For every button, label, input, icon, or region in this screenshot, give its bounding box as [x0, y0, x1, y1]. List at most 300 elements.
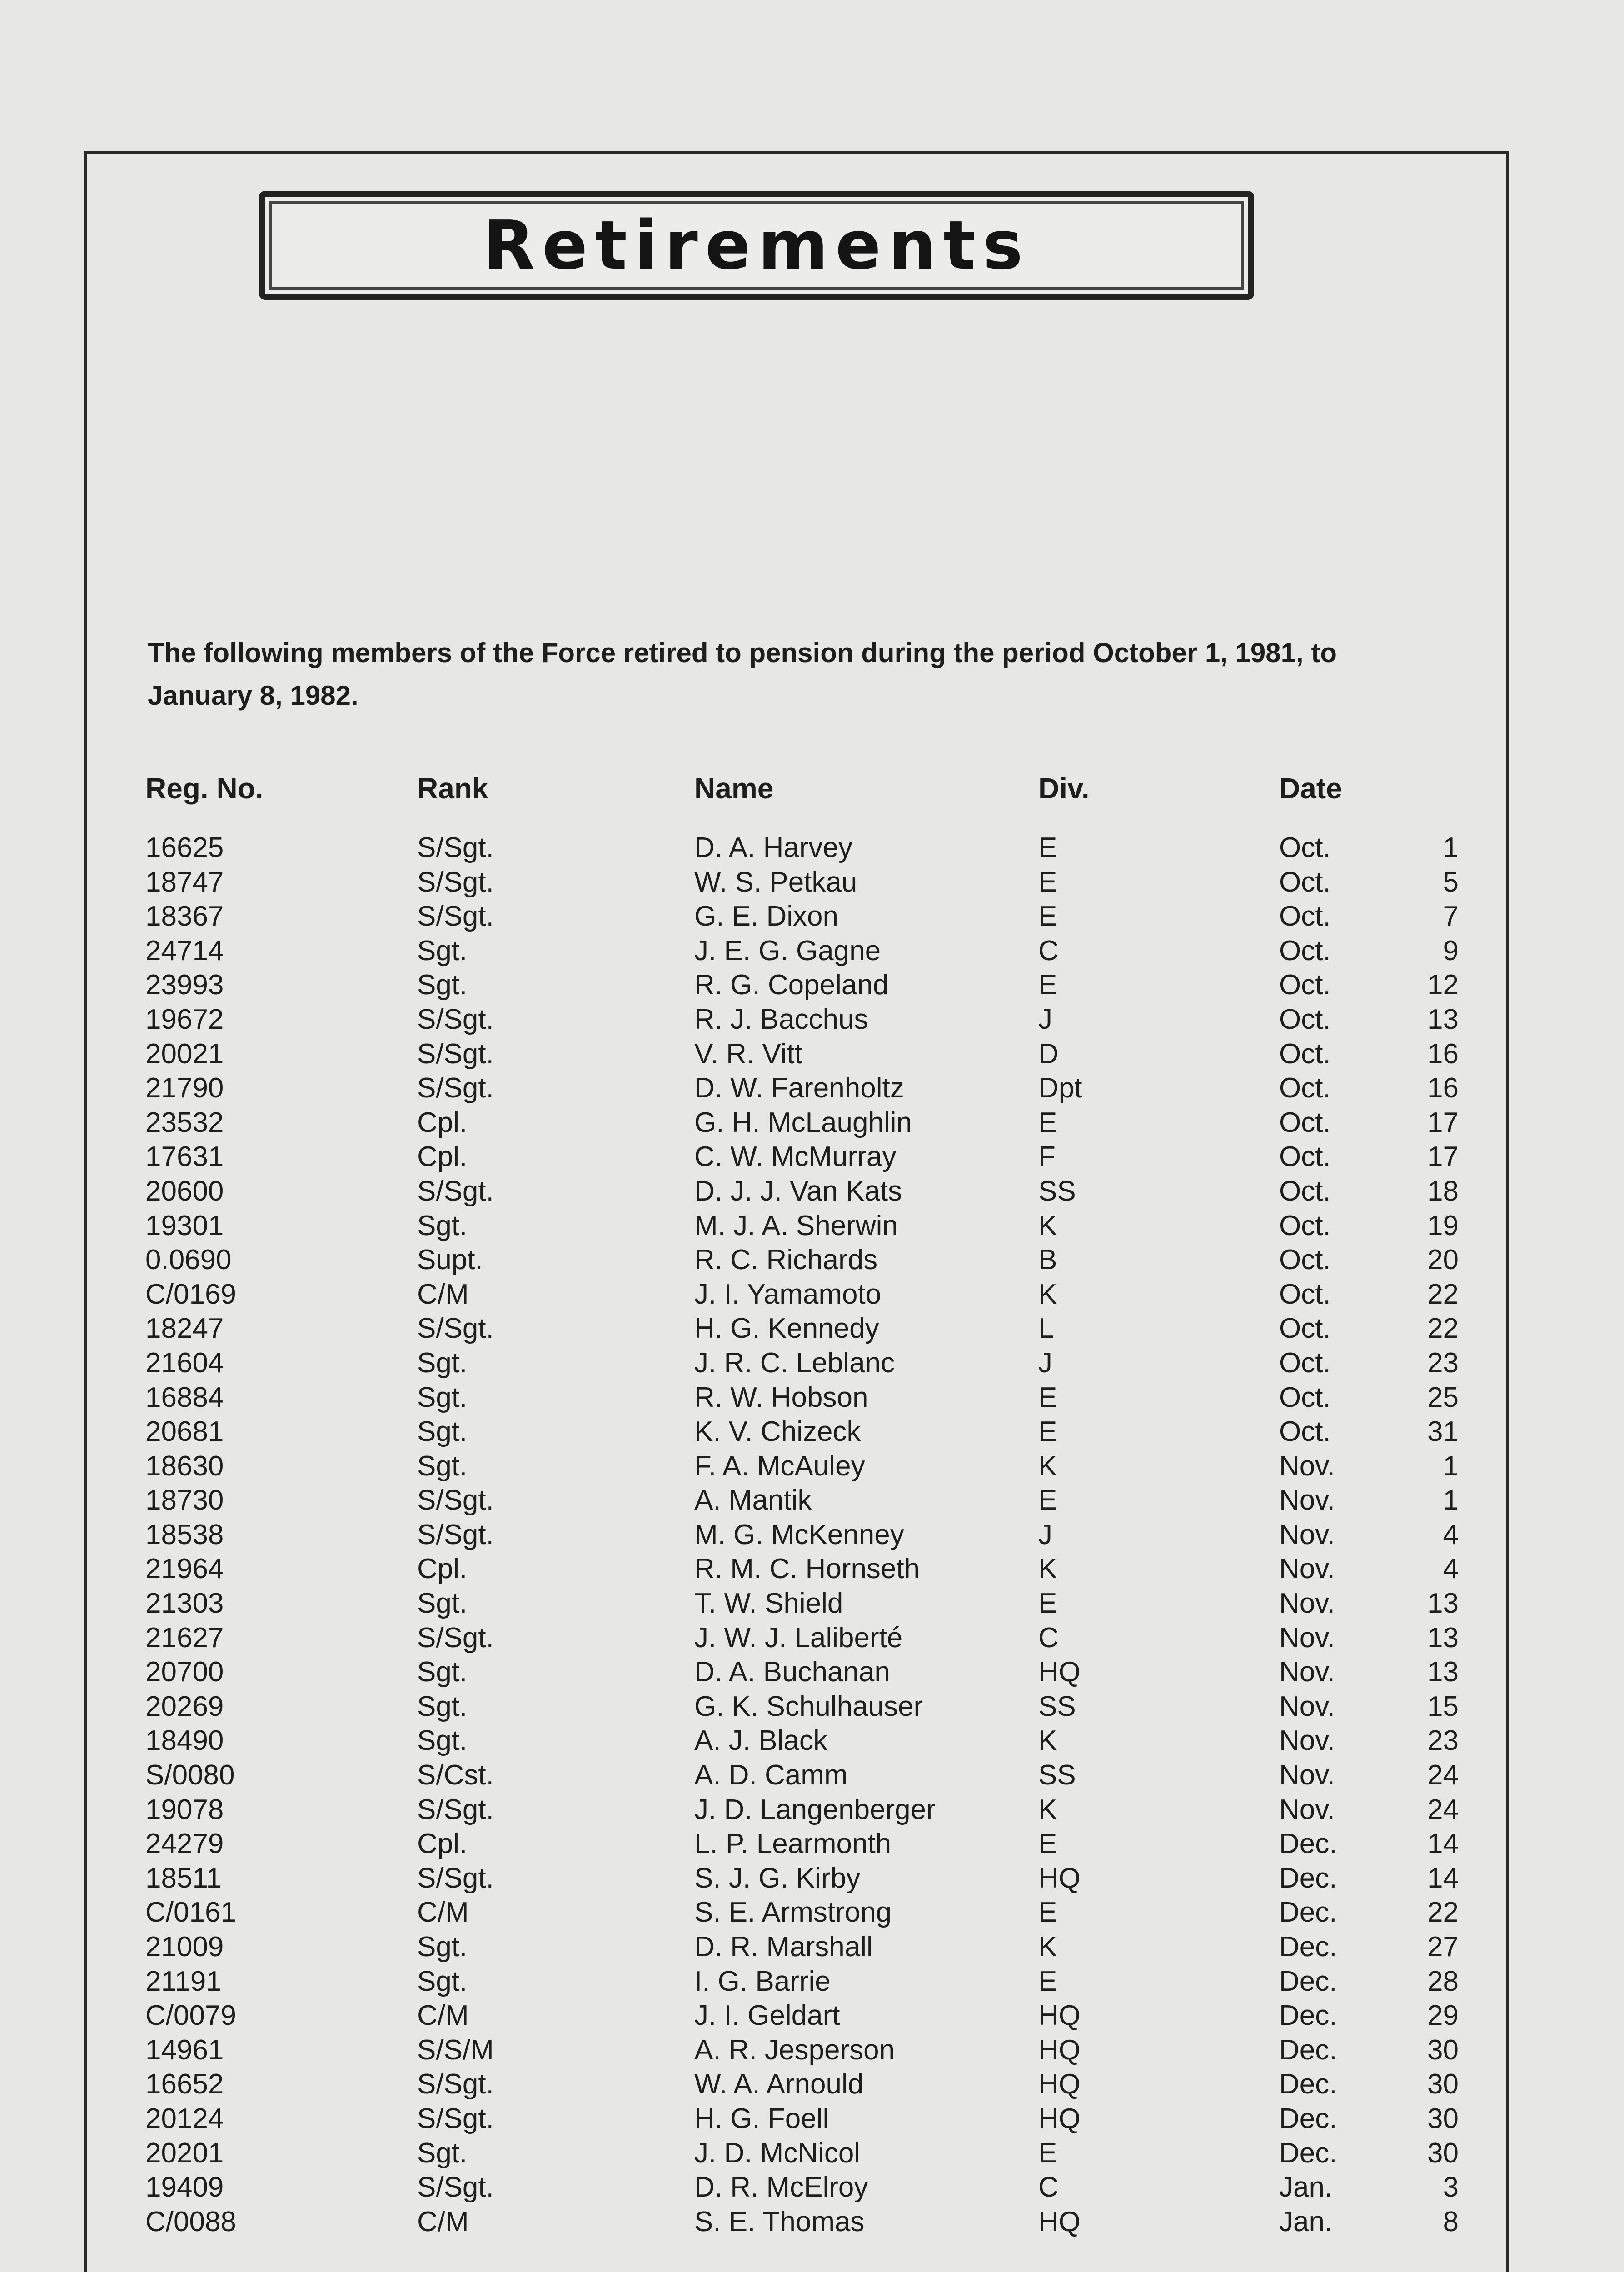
cell-rank: C/M	[417, 1897, 469, 1928]
table-row	[145, 1449, 1490, 1484]
cell-month: Nov.	[1279, 1588, 1335, 1619]
cell-reg-no: 21790	[145, 1072, 224, 1104]
table-row	[145, 2170, 1490, 2205]
cell-reg-no: 20600	[145, 1175, 224, 1207]
table-row	[145, 831, 1490, 865]
table-row	[145, 899, 1490, 934]
cell-div: D	[1038, 1038, 1059, 1070]
table-row	[145, 1895, 1490, 1930]
cell-reg-no: 18538	[145, 1519, 224, 1550]
cell-day: 22	[1427, 1897, 1459, 1928]
table-row	[145, 1861, 1490, 1896]
cell-month: Oct.	[1279, 1038, 1331, 1070]
table-row	[145, 1346, 1490, 1380]
cell-day: 25	[1427, 1381, 1459, 1413]
cell-rank: Sgt.	[417, 1416, 468, 1448]
cell-name: R. J. Bacchus	[694, 1003, 868, 1035]
cell-div: HQ	[1038, 1862, 1081, 1894]
cell-rank: Sgt.	[417, 935, 468, 967]
cell-rank: S/Sgt.	[417, 1003, 494, 1035]
table-row	[145, 1930, 1490, 1964]
cell-month: Dec.	[1279, 1862, 1337, 1894]
header-name: Name	[694, 772, 774, 805]
cell-day: 30	[1427, 2137, 1459, 2169]
cell-rank: Cpl.	[417, 1828, 468, 1860]
cell-name: V. R. Vitt	[694, 1038, 802, 1070]
cell-day: 30	[1427, 2034, 1459, 2066]
cell-div: C	[1038, 1622, 1059, 1654]
table-row	[145, 1552, 1490, 1586]
cell-div: K	[1038, 1725, 1057, 1757]
table-row	[145, 1483, 1490, 1518]
cell-div: SS	[1038, 1759, 1076, 1791]
cell-name: W. S. Petkau	[694, 866, 857, 898]
cell-month: Oct.	[1279, 1278, 1331, 1310]
cell-name: D. A. Buchanan	[694, 1656, 890, 1688]
table-row	[145, 1243, 1490, 1277]
cell-rank: Cpl.	[417, 1106, 468, 1138]
cell-name: S. J. G. Kirby	[694, 1862, 861, 1894]
cell-month: Oct.	[1279, 1210, 1331, 1241]
cell-name: T. W. Shield	[694, 1588, 843, 1619]
cell-reg-no: 20700	[145, 1656, 224, 1688]
cell-day: 16	[1427, 1072, 1459, 1104]
cell-reg-no: 20681	[145, 1416, 224, 1448]
cell-day: 4	[1443, 1519, 1459, 1550]
cell-month: Nov.	[1279, 1725, 1335, 1757]
cell-rank: S/Sgt.	[417, 1313, 494, 1345]
cell-month: Dec.	[1279, 1965, 1337, 1997]
cell-name: D. R. McElroy	[694, 2172, 868, 2203]
cell-day: 31	[1427, 1416, 1459, 1448]
cell-rank: Sgt.	[417, 1931, 468, 1963]
cell-name: S. E. Armstrong	[694, 1897, 892, 1928]
cell-month: Nov.	[1279, 1519, 1335, 1550]
cell-div: K	[1038, 1450, 1057, 1482]
cell-rank: Sgt.	[417, 1450, 468, 1482]
table-row	[145, 1793, 1490, 1827]
cell-rank: S/Sgt.	[417, 901, 494, 932]
cell-div: E	[1038, 969, 1057, 1001]
table-row	[145, 1655, 1490, 1689]
table-row	[145, 865, 1490, 900]
cell-name: R. G. Copeland	[694, 969, 889, 1001]
cell-reg-no: 19078	[145, 1794, 224, 1825]
cell-day: 9	[1443, 935, 1459, 967]
cell-name: J. I. Geldart	[694, 2000, 840, 2032]
cell-name: A. D. Camm	[694, 1759, 848, 1791]
cell-month: Dec.	[1279, 2000, 1337, 2032]
cell-reg-no: 17631	[145, 1141, 224, 1173]
cell-reg-no: 0.0690	[145, 1244, 232, 1276]
cell-day: 13	[1427, 1003, 1459, 1035]
cell-name: J. D. McNicol	[694, 2137, 861, 2169]
cell-div: E	[1038, 1965, 1057, 1997]
cell-month: Oct.	[1279, 1175, 1331, 1207]
cell-reg-no: 23532	[145, 1106, 224, 1138]
header-rank: Rank	[417, 772, 488, 805]
cell-rank: S/Sgt.	[417, 1038, 494, 1070]
cell-div: E	[1038, 1485, 1057, 1516]
cell-reg-no: 18511	[145, 1862, 222, 1894]
cell-rank: S/Sgt.	[417, 2172, 494, 2203]
cell-div: K	[1038, 1553, 1057, 1585]
cell-div: E	[1038, 1106, 1057, 1138]
intro-line: January 8, 1982.	[148, 680, 359, 711]
cell-day: 13	[1427, 1656, 1459, 1688]
cell-div: Dpt	[1038, 1072, 1082, 1104]
cell-day: 22	[1427, 1313, 1459, 1345]
cell-div: K	[1038, 1278, 1057, 1310]
cell-rank: Cpl.	[417, 1141, 468, 1173]
cell-rank: S/Sgt.	[417, 1794, 494, 1825]
cell-month: Oct.	[1279, 1106, 1331, 1138]
table-row	[145, 1380, 1490, 1415]
cell-month: Dec.	[1279, 1897, 1337, 1928]
cell-name: A. J. Black	[694, 1725, 827, 1757]
title-box	[259, 191, 1254, 300]
cell-rank: C/M	[417, 1278, 469, 1310]
table-row	[145, 2205, 1490, 2239]
cell-div: F	[1038, 1141, 1056, 1173]
table-row	[145, 1002, 1490, 1037]
table-row	[145, 1724, 1490, 1758]
cell-name: C. W. McMurray	[694, 1141, 897, 1173]
cell-reg-no: 21604	[145, 1347, 224, 1379]
cell-name: R. W. Hobson	[694, 1381, 868, 1413]
cell-name: J. W. J. Laliberté	[694, 1622, 903, 1654]
cell-div: C	[1038, 2172, 1059, 2203]
cell-div: E	[1038, 1416, 1057, 1448]
cell-day: 12	[1427, 969, 1459, 1001]
cell-month: Dec.	[1279, 2103, 1337, 2134]
cell-day: 18	[1427, 1175, 1459, 1207]
cell-rank: S/Sgt.	[417, 1485, 494, 1516]
cell-month: Nov.	[1279, 1450, 1335, 1482]
cell-name: I. G. Barrie	[694, 1965, 831, 1997]
cell-reg-no: 21964	[145, 1553, 224, 1585]
table-row	[145, 1518, 1490, 1552]
cell-month: Oct.	[1279, 1416, 1331, 1448]
cell-reg-no: 14961	[145, 2034, 224, 2066]
cell-name: L. P. Learmonth	[694, 1828, 892, 1860]
cell-day: 13	[1427, 1588, 1459, 1619]
cell-div: HQ	[1038, 2000, 1081, 2032]
cell-month: Oct.	[1279, 969, 1331, 1001]
cell-div: SS	[1038, 1175, 1076, 1207]
cell-div: E	[1038, 866, 1057, 898]
table-row	[145, 1621, 1490, 1655]
cell-rank: S/Sgt.	[417, 1072, 494, 1104]
cell-month: Nov.	[1279, 1794, 1335, 1825]
cell-name: M. J. A. Sherwin	[694, 1210, 898, 1241]
table-row	[145, 934, 1490, 968]
cell-month: Jan.	[1279, 2206, 1333, 2237]
cell-rank: S/Sgt.	[417, 1862, 494, 1894]
cell-div: K	[1038, 1210, 1057, 1241]
cell-name: D. J. J. Van Kats	[694, 1175, 902, 1207]
cell-day: 22	[1427, 1278, 1459, 1310]
cell-reg-no: C/0161	[145, 1897, 236, 1928]
cell-reg-no: C/0088	[145, 2206, 236, 2237]
cell-div: C	[1038, 935, 1059, 967]
cell-name: J. R. C. Leblanc	[694, 1347, 895, 1379]
cell-day: 1	[1443, 832, 1459, 863]
cell-rank: S/S/M	[417, 2034, 494, 2066]
cell-div: HQ	[1038, 2206, 1081, 2237]
cell-rank: S/Sgt.	[417, 2068, 494, 2100]
cell-day: 17	[1427, 1106, 1459, 1138]
cell-day: 15	[1427, 1690, 1459, 1722]
cell-day: 29	[1427, 2000, 1459, 2032]
cell-div: HQ	[1038, 2034, 1081, 2066]
cell-div: HQ	[1038, 1656, 1081, 1688]
table-header	[145, 768, 1490, 831]
cell-div: K	[1038, 1794, 1057, 1825]
cell-month: Oct.	[1279, 1313, 1331, 1345]
table-row	[145, 1758, 1490, 1793]
cell-div: J	[1038, 1003, 1052, 1035]
cell-month: Oct.	[1279, 866, 1331, 898]
cell-day: 24	[1427, 1759, 1459, 1791]
cell-name: W. A. Arnould	[694, 2068, 864, 2100]
cell-reg-no: 24714	[145, 935, 224, 967]
cell-name: J. D. Langenberger	[694, 1794, 936, 1825]
cell-div: E	[1038, 901, 1057, 932]
cell-day: 16	[1427, 1038, 1459, 1070]
table-row	[145, 1689, 1490, 1724]
cell-reg-no: 18747	[145, 866, 224, 898]
cell-day: 5	[1443, 866, 1459, 898]
cell-reg-no: S/0080	[145, 1759, 235, 1791]
cell-day: 30	[1427, 2068, 1459, 2100]
cell-reg-no: 16884	[145, 1381, 224, 1413]
header-div: Div.	[1038, 772, 1090, 805]
cell-reg-no: 21627	[145, 1622, 224, 1654]
cell-div: K	[1038, 1931, 1057, 1963]
cell-rank: Sgt.	[417, 1588, 468, 1619]
cell-month: Dec.	[1279, 1931, 1337, 1963]
table-row	[145, 1174, 1490, 1209]
cell-div: E	[1038, 2137, 1057, 2169]
table-row	[145, 1277, 1490, 1312]
cell-day: 14	[1427, 1828, 1459, 1860]
cell-month: Nov.	[1279, 1485, 1335, 1516]
cell-div: J	[1038, 1347, 1052, 1379]
table-row	[145, 1827, 1490, 1861]
cell-name: G. K. Schulhauser	[694, 1690, 923, 1722]
cell-day: 27	[1427, 1931, 1459, 1963]
header-date: Date	[1279, 772, 1342, 805]
cell-month: Nov.	[1279, 1759, 1335, 1791]
cell-reg-no: 20124	[145, 2103, 224, 2134]
cell-name: H. G. Foell	[694, 2103, 829, 2134]
cell-reg-no: C/0169	[145, 1278, 236, 1310]
cell-rank: S/Sgt.	[417, 866, 494, 898]
cell-rank: C/M	[417, 2000, 469, 2032]
cell-div: E	[1038, 1381, 1057, 1413]
cell-reg-no: 18247	[145, 1313, 224, 1345]
cell-rank: Sgt.	[417, 1965, 468, 1997]
table-row	[145, 1106, 1490, 1140]
table-row	[145, 1037, 1490, 1071]
cell-day: 20	[1427, 1244, 1459, 1276]
cell-rank: Sgt.	[417, 969, 468, 1001]
cell-reg-no: 21009	[145, 1931, 224, 1963]
cell-day: 3	[1443, 2172, 1459, 2203]
cell-name: R. C. Richards	[694, 1244, 878, 1276]
cell-reg-no: 18367	[145, 901, 224, 932]
cell-rank: S/Cst.	[417, 1759, 494, 1791]
cell-day: 13	[1427, 1622, 1459, 1654]
cell-rank: C/M	[417, 2206, 469, 2237]
cell-rank: S/Sgt.	[417, 832, 494, 863]
cell-month: Oct.	[1279, 1347, 1331, 1379]
cell-month: Dec.	[1279, 1828, 1337, 1860]
table-body	[145, 831, 1490, 2239]
cell-reg-no: 18490	[145, 1725, 224, 1757]
cell-name: S. E. Thomas	[694, 2206, 865, 2237]
cell-day: 8	[1443, 2206, 1459, 2237]
cell-month: Nov.	[1279, 1553, 1335, 1585]
cell-name: H. G. Kennedy	[694, 1313, 879, 1345]
cell-name: D. R. Marshall	[694, 1931, 873, 1963]
cell-rank: Supt.	[417, 1244, 483, 1276]
cell-div: E	[1038, 1588, 1057, 1619]
table-row	[145, 2067, 1490, 2102]
cell-reg-no: 23993	[145, 969, 224, 1001]
table-row	[145, 968, 1490, 1002]
cell-rank: Sgt.	[417, 1381, 468, 1413]
table-row	[145, 1209, 1490, 1243]
cell-day: 7	[1443, 901, 1459, 932]
cell-rank: Sgt.	[417, 1656, 468, 1688]
cell-reg-no: 18630	[145, 1450, 224, 1482]
cell-day: 23	[1427, 1725, 1459, 1757]
cell-day: 1	[1443, 1485, 1459, 1516]
cell-div: J	[1038, 1519, 1052, 1550]
cell-name: D. A. Harvey	[694, 832, 852, 863]
cell-name: D. W. Farenholtz	[694, 1072, 904, 1104]
cell-reg-no: 16652	[145, 2068, 224, 2100]
cell-reg-no: 21191	[145, 1965, 222, 1997]
cell-month: Oct.	[1279, 1141, 1331, 1173]
cell-day: 19	[1427, 1210, 1459, 1241]
cell-month: Dec.	[1279, 2034, 1337, 2066]
cell-reg-no: 24279	[145, 1828, 224, 1860]
cell-name: J. E. G. Gagne	[694, 935, 881, 967]
cell-name: K. V. Chizeck	[694, 1416, 861, 1448]
cell-month: Oct.	[1279, 1072, 1331, 1104]
cell-rank: S/Sgt.	[417, 1175, 494, 1207]
cell-name: G. H. McLaughlin	[694, 1106, 912, 1138]
cell-name: F. A. McAuley	[694, 1450, 865, 1482]
cell-rank: Sgt.	[417, 2137, 468, 2169]
cell-reg-no: 20269	[145, 1690, 224, 1722]
cell-month: Jan.	[1279, 2172, 1333, 2203]
cell-day: 4	[1443, 1553, 1459, 1585]
cell-month: Oct.	[1279, 1244, 1331, 1276]
cell-month: Oct.	[1279, 1003, 1331, 1035]
intro-paragraph	[148, 632, 1493, 717]
cell-reg-no: 18730	[145, 1485, 224, 1516]
cell-month: Oct.	[1279, 1381, 1331, 1413]
cell-rank: Sgt.	[417, 1725, 468, 1757]
cell-div: SS	[1038, 1690, 1076, 1722]
cell-month: Nov.	[1279, 1690, 1335, 1722]
intro-line: The following members of the Force retired to pension during the period October 1, 1981, to	[148, 638, 1337, 668]
cell-name: A. Mantik	[694, 1485, 812, 1516]
cell-div: HQ	[1038, 2068, 1081, 2100]
cell-day: 28	[1427, 1965, 1459, 1997]
table-row	[145, 1586, 1490, 1621]
header-reg-no: Reg. No.	[145, 772, 264, 805]
cell-div: L	[1038, 1313, 1054, 1345]
cell-name: G. E. Dixon	[694, 901, 838, 932]
table-row	[145, 1311, 1490, 1346]
cell-month: Dec.	[1279, 2068, 1337, 2100]
cell-month: Dec.	[1279, 2137, 1337, 2169]
cell-rank: S/Sgt.	[417, 1622, 494, 1654]
table-row	[145, 1964, 1490, 1999]
cell-rank: S/Sgt.	[417, 2103, 494, 2134]
table-row	[145, 1140, 1490, 1174]
cell-reg-no: C/0079	[145, 2000, 236, 2032]
cell-reg-no: 20201	[145, 2137, 224, 2169]
cell-day: 14	[1427, 1862, 1459, 1894]
cell-rank: Cpl.	[417, 1553, 468, 1585]
cell-div: E	[1038, 1897, 1057, 1928]
table-row	[145, 2136, 1490, 2171]
cell-month: Oct.	[1279, 935, 1331, 967]
page-title: Retirements	[483, 206, 1030, 284]
cell-name: J. I. Yamamoto	[694, 1278, 882, 1310]
cell-div: E	[1038, 832, 1057, 863]
cell-reg-no: 19672	[145, 1003, 224, 1035]
cell-rank: Sgt.	[417, 1690, 468, 1722]
cell-div: HQ	[1038, 2103, 1081, 2134]
cell-div: B	[1038, 1244, 1057, 1276]
retirements-table	[145, 768, 1490, 2239]
cell-month: Oct.	[1279, 901, 1331, 932]
cell-day: 1	[1443, 1450, 1459, 1482]
table-row	[145, 2102, 1490, 2136]
cell-day: 24	[1427, 1794, 1459, 1825]
cell-reg-no: 16625	[145, 832, 224, 863]
cell-reg-no: 20021	[145, 1038, 224, 1070]
table-row	[145, 1071, 1490, 1106]
table-row	[145, 1998, 1490, 2033]
cell-month: Nov.	[1279, 1656, 1335, 1688]
cell-reg-no: 19409	[145, 2172, 224, 2203]
cell-day: 30	[1427, 2103, 1459, 2134]
cell-rank: S/Sgt.	[417, 1519, 494, 1550]
cell-name: R. M. C. Hornseth	[694, 1553, 920, 1585]
cell-month: Nov.	[1279, 1622, 1335, 1654]
cell-day: 23	[1427, 1347, 1459, 1379]
table-row	[145, 1415, 1490, 1449]
cell-reg-no: 21303	[145, 1588, 224, 1619]
cell-month: Oct.	[1279, 832, 1331, 863]
cell-day: 17	[1427, 1141, 1459, 1173]
cell-rank: Sgt.	[417, 1210, 468, 1241]
cell-div: E	[1038, 1828, 1057, 1860]
cell-name: M. G. McKenney	[694, 1519, 904, 1550]
cell-name: A. R. Jesperson	[694, 2034, 895, 2066]
cell-rank: Sgt.	[417, 1347, 468, 1379]
table-row	[145, 2033, 1490, 2068]
cell-reg-no: 19301	[145, 1210, 224, 1241]
